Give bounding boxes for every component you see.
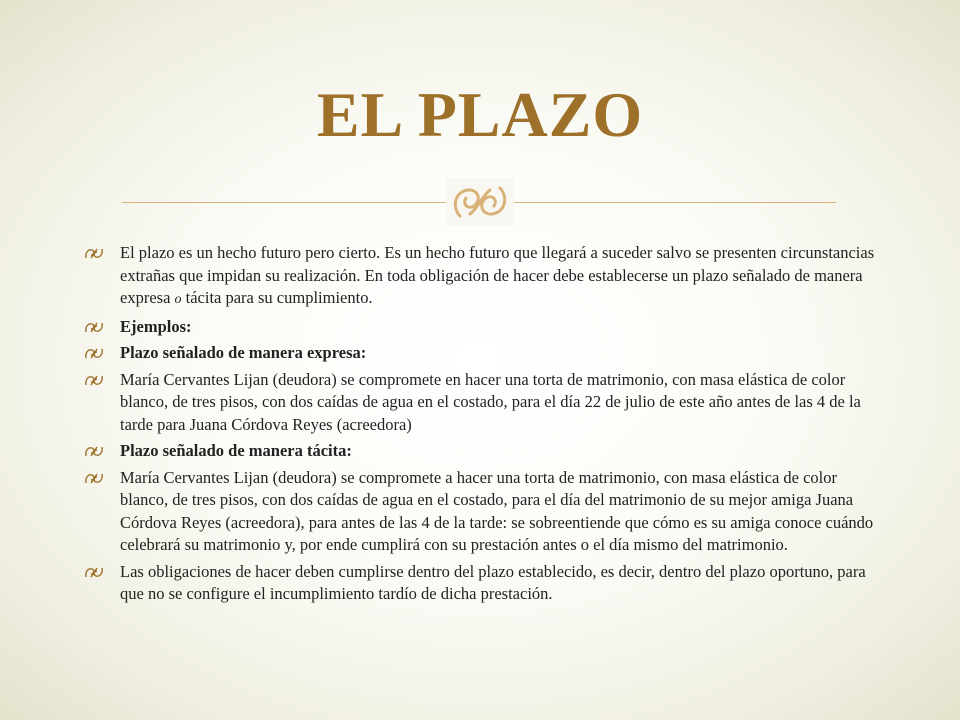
paragraph-text: Ejemplos: (120, 316, 192, 336)
list-item (84, 316, 884, 339)
ornate-bullet-icon (84, 347, 104, 360)
paragraph-text: María Cervantes Lijan (deudora) se compromete en hacer una torta de matrimonio, con masa elástica de color blanco, de tres pisos, con dos caídas de agua en el costado, para el día 22 de julio de este año antes de las 4 de la tarde para Juana Córdova Reyes (acreedora) (120, 369, 861, 434)
paragraph-text: María Cervantes Lijan (deudora) se compromete a hacer una torta de matrimonio, con masa elástica de color blanco, de tres pisos, con dos caídas de agua en el costado, para el día del matrimonio de su mejor amiga Juana Córdova Reyes (acreedora), para antes de las 4 de la tarde: se sobreentiende que cómo es su amiga conoce cuándo celebrará su matrimonio y, por ende cumplirá con su prestación antes o el día mismo del matrimonio. (120, 467, 874, 554)
ornate-bullet-icon (84, 445, 104, 458)
list-item (84, 242, 884, 312)
ornate-bullet-icon (84, 472, 104, 485)
flourish-icon (446, 178, 514, 226)
list-item (84, 369, 884, 437)
paragraph-text: El plazo es un hecho futuro pero cierto. Es un hecho futuro que llegará a suceder salvo se presenten circunstancias extrañas que impidan su realización. En toda obligación de hacer debe establecerse un plazo señalado de manera expresa (120, 243, 875, 307)
ornate-bullet-icon (84, 321, 104, 334)
slide-title: EL PLAZO (316, 79, 644, 150)
list-item (84, 342, 884, 365)
ornate-bullet-icon (84, 566, 104, 579)
paragraph-text: Plazo señalado de manera expresa: (120, 343, 367, 362)
paragraph-text-after: tácita para su cumplimiento. (181, 288, 373, 307)
paragraph-text: Plazo señalado de manera tácita: (120, 441, 352, 460)
italic-word: o (174, 292, 182, 307)
ornate-bullet-icon (84, 247, 104, 260)
list-item (84, 561, 884, 606)
paragraph-text: Las obligaciones de hacer deben cumplirse dentro del plazo establecido, es decir, dentro del plazo oportuno, para que no se configure el incumplimiento tardío de dicha prestación. (120, 561, 866, 603)
list-item (84, 440, 884, 463)
bullet-list (84, 242, 884, 610)
ornate-bullet-icon (84, 374, 104, 387)
list-item (84, 467, 884, 557)
